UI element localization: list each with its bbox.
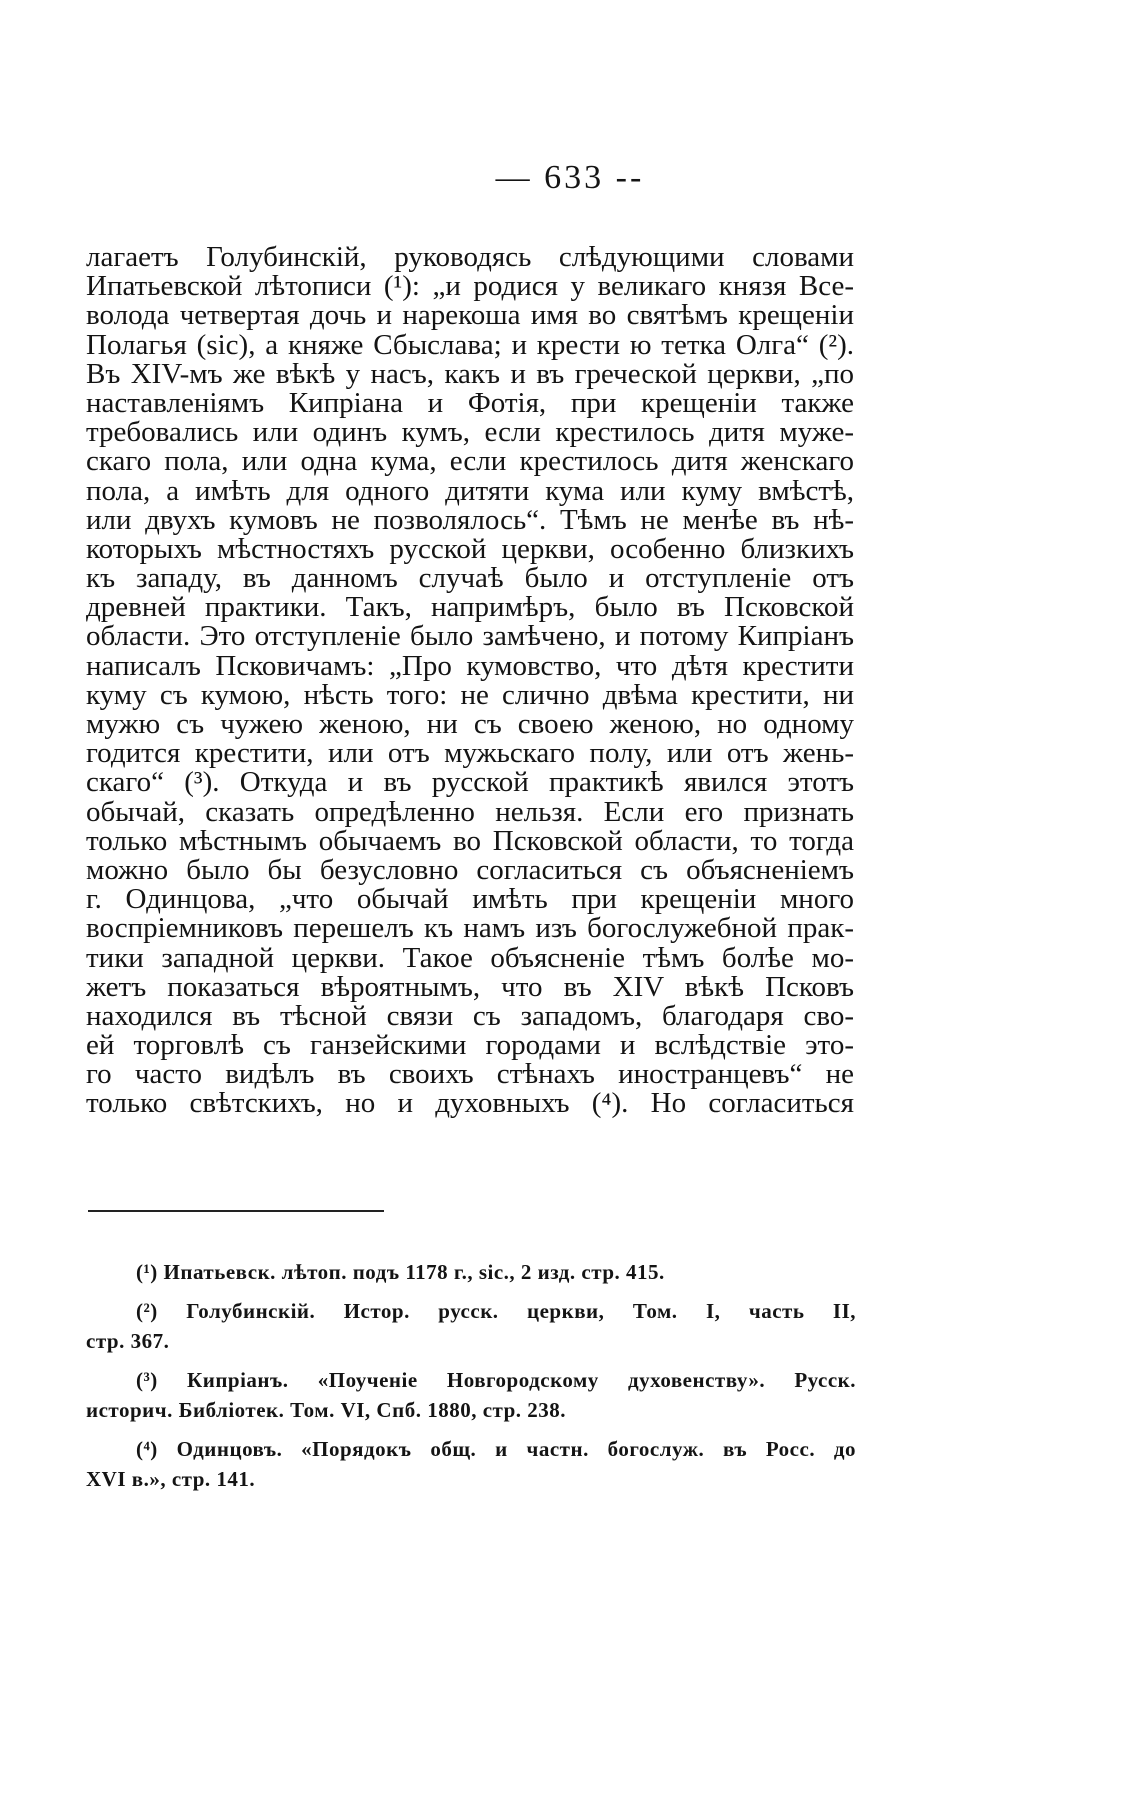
- footnote-3-cont: историч. Библіотек. Том. VI, Спб. 1880, стр. 238.: [86, 1398, 567, 1422]
- body-line: можно было бы безусловно согласиться съ объясненіемъ: [86, 855, 854, 886]
- body-line: только свѣтскихъ, но и духовныхъ (⁴). Но согласиться: [86, 1089, 854, 1119]
- footnote-4-cont: XVI в.», стр. 141.: [86, 1467, 256, 1491]
- body-line: скаго пола, или одна кума, если крестилось дитя женскаго: [86, 447, 854, 477]
- body-line: только мѣстнымъ обычаемъ во Псковской области, то тогда: [86, 826, 854, 856]
- body-line: пола, а имѣть для одного дитяти кума или куму вмѣстѣ,: [86, 476, 854, 506]
- footnote-4: (⁴) Одинцовъ. «Порядокъ общ. и частн. богослуж. въ Росс. до: [136, 1437, 856, 1461]
- body-line: годится крестити, или отъ мужьскаго полу, или отъ жень-: [86, 739, 854, 769]
- body-line: древней практики. Такъ, напримѣръ, было въ Псковской: [86, 593, 854, 623]
- footnotes: [86, 1257, 856, 1494]
- body-text: [86, 243, 854, 1119]
- body-line: воспріемниковъ перешелъ къ намъ изъ богослужебной прак-: [86, 914, 854, 944]
- body-line: или двухъ кумовъ не позволялось“. Тѣмъ не менѣе въ нѣ-: [86, 505, 854, 535]
- body-line: требовались или одинъ кумъ, если крестилось дитя муже-: [86, 418, 854, 448]
- body-line: Ипатьевской лѣтописи (¹): „и родися у великаго князя Все-: [86, 272, 854, 302]
- body-line: къ западу, въ данномъ случаѣ было и отступленіе отъ: [86, 564, 854, 594]
- body-line: мужю съ чужею женою, ни съ своею женою, но одному: [86, 710, 854, 740]
- body-line: обычай, сказать опредѣленно нельзя. Если его признать: [86, 797, 854, 827]
- body-line: ей торговлѣ съ ганзейскими городами и вслѣдствіе это-: [86, 1031, 854, 1061]
- footnote-2: (²) Голубинскій. Истор. русск. церкви, Том. I, часть II,: [136, 1299, 856, 1323]
- body-line: Въ XIV-мъ же вѣкѣ у насъ, какъ и въ греческой церкви, „по: [86, 359, 854, 389]
- body-line: находился въ тѣсной связи съ западомъ, благодаря сво-: [86, 1001, 854, 1032]
- page-number: — 633 --: [495, 159, 645, 196]
- footnote-3: (³) Кипріанъ. «Поученіе Новгородскому духовенству». Русск.: [136, 1368, 856, 1392]
- body-line: лагаетъ Голубинскій, руководясь слѣдующими словами: [86, 243, 854, 273]
- body-line: Полагья (sic), а княже Сбыслава; и крести ю тетка Олга“ (²).: [86, 330, 854, 360]
- body-line: которыхъ мѣстностяхъ русской церкви, особенно близкихъ: [86, 534, 854, 565]
- body-line: волода четвертая дочь и нарекоша имя во святѣмъ крещеніи: [86, 301, 854, 331]
- body-line: тики западной церкви. Такое объясненіе тѣмъ болѣе мо-: [86, 943, 854, 973]
- body-line: скаго“ (³). Откуда и въ русской практикѣ явился этотъ: [86, 768, 854, 798]
- body-line: области. Это отступленіе было замѣчено, и потому Кипріанъ: [86, 622, 854, 652]
- footnote-1: (¹) Ипатьевск. лѣтоп. подъ 1178 г., sic., 2 изд. стр. 415.: [136, 1260, 665, 1284]
- body-line: жетъ показаться вѣроятнымъ, что въ XIV вѣкѣ Псковъ: [86, 972, 854, 1002]
- footnote-2-cont: стр. 367.: [86, 1329, 170, 1353]
- body-line: куму съ кумою, нѣсть того: не слично двѣма крестити, ни: [86, 680, 854, 710]
- body-line: написалъ Псковичамъ: „Про кумовство, что дѣтя крестити: [86, 651, 854, 681]
- body-line: го часто видѣлъ въ своихъ стѣнахъ иностранцевъ“ не: [86, 1060, 854, 1090]
- footnote-divider: [88, 1210, 384, 1212]
- body-line: г. Одинцова, „что обычай имѣть при крещеніи много: [86, 885, 854, 915]
- body-line: наставленіямъ Кипріана и Фотія, при крещеніи также: [86, 388, 854, 419]
